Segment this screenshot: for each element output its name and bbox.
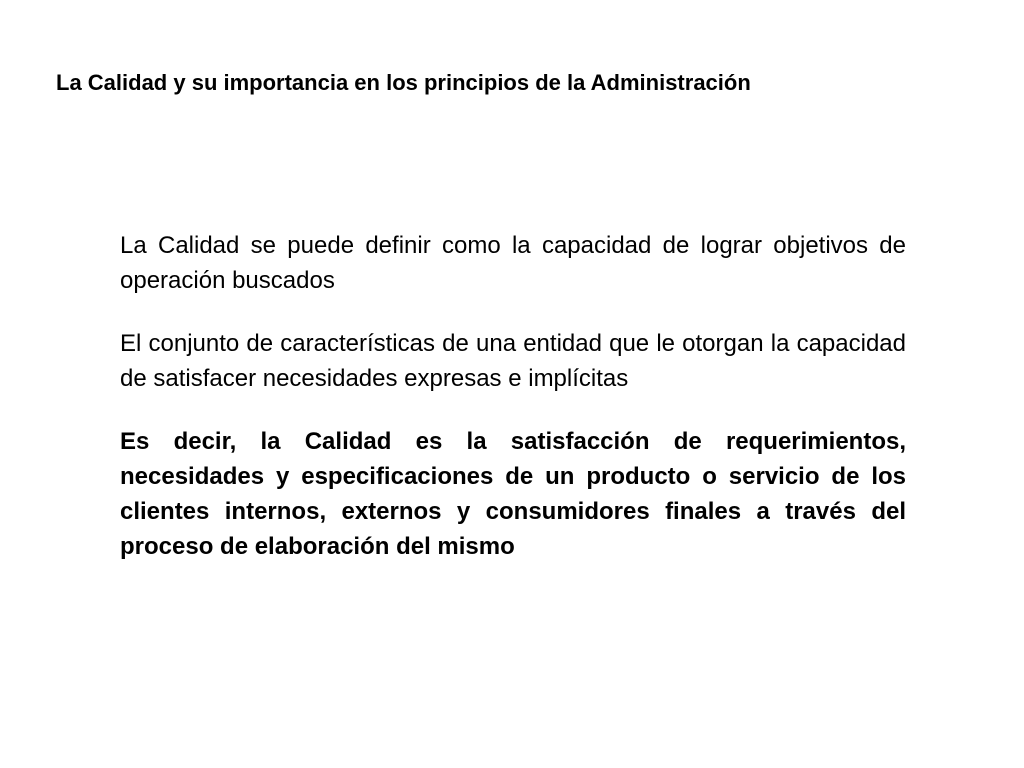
- paragraph-definition: La Calidad se puede definir como la capacidad de lograr objetivos de operación buscados: [120, 232, 906, 294]
- slide-title: La Calidad y su importancia en los principios de la Administración: [56, 70, 751, 95]
- paragraph-characteristics: El conjunto de características de una entidad que le otorgan la capacidad de satisfacer necesidades expresas e implícitas: [120, 330, 906, 392]
- slide-body: [120, 228, 906, 592]
- paragraph-conclusion: Es decir, la Calidad es la satisfacción de requerimientos, necesidades y especificaciones de un producto o servicio de los clientes internos, externos y consumidores finales a través del proceso de elaboración del mismo: [120, 428, 906, 560]
